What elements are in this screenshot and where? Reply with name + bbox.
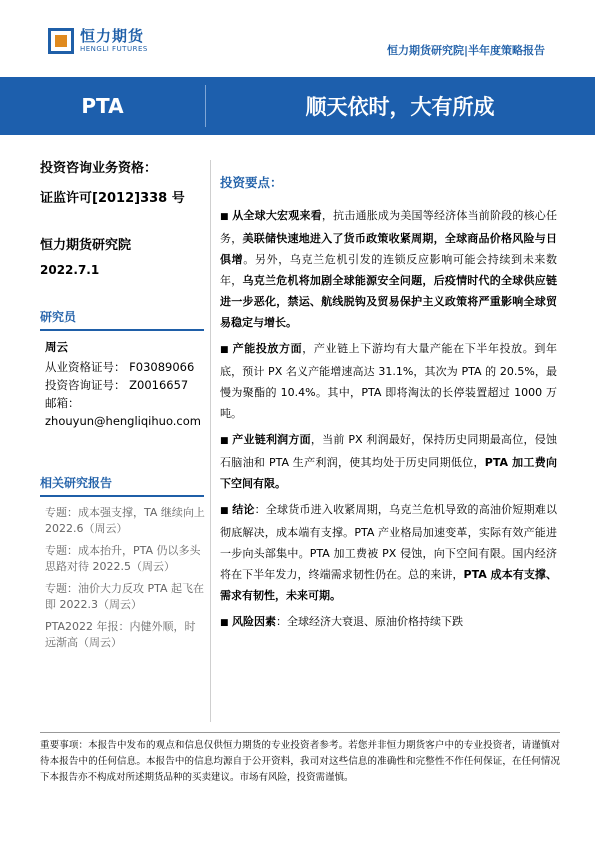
column-divider	[210, 160, 211, 722]
key-points	[220, 173, 557, 639]
related-report-item[interactable]: 专题：成本强支撑，TA 继续向上 2022.6（周云）	[45, 506, 205, 535]
analyst-consult-cert: 投资咨询证号： Z0016657	[45, 378, 189, 392]
qualification-license: 证监许可[2012]338 号	[40, 191, 185, 206]
analyst-cert: 从业资格证号： F03089066	[45, 360, 195, 374]
point-conclusion: ■ 结论：全球货币进入收紧周期，乌克兰危机导致的高油价短期难以彻底解决，成本端有支撑。PTA 产业格局加速变革，实际有效产能进一步向头部集中。PTA 加工费被 PX 侵蚀，向下空间有限。国内经济将在下半年发力，终端需求韧性仍在。总的来讲，PTA 成本有支撑、需求有韧性，未来可期。	[220, 503, 558, 602]
related-report-item[interactable]: PTA2022 年报：内健外顺，时远渐高（周云）	[45, 620, 196, 649]
page-header	[0, 0, 595, 72]
report-type: 恒力期货研究院|半年度策略报告	[386, 44, 545, 57]
logo-cn-text: 恒力期货	[80, 27, 145, 45]
analyst-heading: 研究员	[40, 308, 204, 331]
company-logo	[48, 28, 148, 54]
bullet-icon: ■	[220, 618, 229, 628]
related-reports-heading: 相关研究报告	[40, 474, 204, 497]
report-title: 顺天依时，大有所成	[305, 95, 495, 119]
key-points-heading: 投资要点：	[220, 175, 283, 190]
disclaimer: 重要事项：本报告中发布的观点和信息仅供恒力期货的专业投资者参考。若您并非恒力期货客户中的专业投资者，请谨慎对待本报告中的任何信息。本报告中的信息均源自于公开资料，我司对这些信息的准确性和完整性不作任何保证，在任何情况下本报告亦不构成对所述期货品种的买卖建议。市场有风险，投资需谨慎。	[40, 740, 560, 783]
logo-mark-icon	[48, 28, 74, 54]
analyst-name: 周云	[45, 340, 68, 354]
point-capacity: ■ 产能投放方面，产业链上下游均有大量产能在下半年投放。到年底，预计 PX 名义产能增速高达 31.1%，其次为 PTA 的 20.5%，最慢为聚酯的 10.4%。其中，PTA 即将淘汰的长停装置超过 1000 万吨。	[220, 342, 557, 420]
analyst-info	[45, 338, 215, 430]
report-date: 2022.7.1	[40, 263, 100, 277]
bullet-icon: ■	[220, 506, 229, 516]
institute-name: 恒力期货研究院	[40, 238, 132, 253]
product-name: PTA	[81, 94, 124, 118]
logo-en-text: HENGLI FUTURES	[80, 45, 148, 53]
analyst-email[interactable]: zhouyun@hengliqihuo.com	[45, 414, 201, 428]
left-info	[40, 160, 210, 277]
point-profit: ■ 产业链利润方面，当前 PX 利润最好，保持历史同期最高位，侵蚀石脑油和 PTA 生产利润，使其均处于历史同期低位，PTA 加工费向下空间有限。	[220, 433, 557, 490]
related-report-item[interactable]: 专题：成本抬升，PTA 仍以多头思路对待 2022.5（周云）	[45, 544, 201, 573]
point-risk: ■ 风险因素：全球经济大衰退、原油价格持续下跌	[220, 611, 557, 634]
qualification-label: 投资咨询业务资格：	[40, 161, 158, 176]
related-report-item[interactable]: 专题：油价大力反攻 PTA 起飞在即 2022.3（周云）	[45, 582, 205, 611]
analyst-email-label: 邮箱：	[45, 396, 80, 410]
bullet-icon: ■	[220, 345, 229, 355]
bullet-icon: ■	[220, 212, 229, 222]
bullet-icon: ■	[220, 436, 229, 446]
point-macro: ■ 从全球大宏观来看，抗击通胀成为美国等经济体当前阶段的核心任务，美联储快速地进入了货币政策收紧周期，全球商品价格风险与日俱增。另外，乌克兰危机引发的连锁反应影响可能会持续到未来数年，乌克兰危机将加剧全球能源安全问题，后疫情时代的全球供应链进一步恶化，禁运、航线脱钩及贸易保护主义政策将严重影响全球贸易稳定与增长。	[220, 209, 558, 329]
title-banner	[0, 77, 595, 135]
related-reports-list	[45, 505, 205, 657]
footer-divider	[40, 732, 560, 733]
